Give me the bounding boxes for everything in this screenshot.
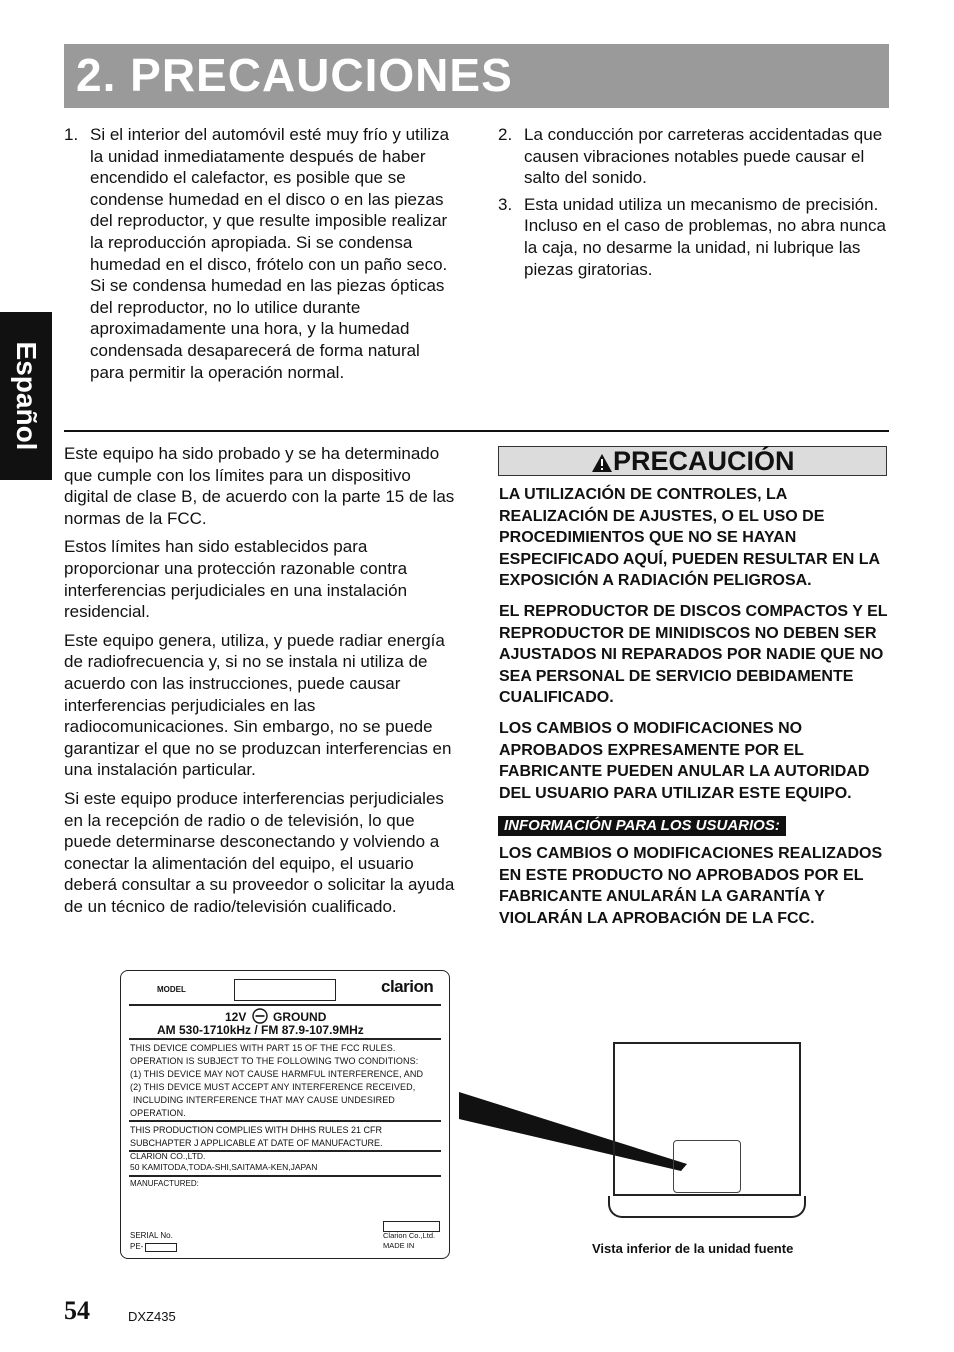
fcc-statement <box>64 443 456 924</box>
precaution-text: Esta unidad utiliza un mecanismo de precisión. Incluso en el caso de problemas, no abra nunca la caja, no desarme la unidad, ni lubrique las piezas giratorias. <box>524 194 886 279</box>
compliance-line: INCLUDING INTERFERENCE THAT MAY CAUSE UNDESIRED <box>133 1095 395 1105</box>
fcc-paragraph: Estos límites han sido establecidos para proporcionar una protección razonable contra interferencias perjudiciales en una instalación residencial. <box>64 537 408 622</box>
source-unit-base <box>608 1196 806 1218</box>
dhhs-compliance-text <box>130 1124 440 1150</box>
user-info-heading: INFORMACIÓN PARA LOS USUARIOS: <box>498 816 786 836</box>
fcc-paragraph: Si este equipo produce interferencias perjudiciales en la recepción de radio o de televisión, lo que puede determinarse desconectando y volviendo a conectar la alimentación del equipo, el usuario deberá consultar a su proveedor o solicitar la ayuda de un técnico de radio/televisión cualificado. <box>64 788 455 916</box>
precaution-text: La conducción por carreteras accidentadas que causen vibraciones notables puede causar el salto del sonido. <box>524 125 883 188</box>
device-rating-label <box>120 970 450 1259</box>
negative-ground-icon <box>252 1008 268 1024</box>
section-title-bar <box>64 44 889 108</box>
precaution-item <box>498 124 890 189</box>
model-label: MODEL <box>157 985 186 994</box>
user-info-text-block <box>499 843 891 938</box>
precaution-number: 3. <box>498 194 513 214</box>
label-divider <box>129 1004 441 1006</box>
label-divider <box>129 1175 441 1177</box>
model-field <box>234 979 336 1001</box>
serial-label: SERIAL No. <box>130 1231 173 1240</box>
label-divider <box>129 1038 441 1040</box>
compliance-line: (2) THIS DEVICE MUST ACCEPT ANY INTERFERENCE RECEIVED, <box>130 1082 416 1092</box>
caution-title: PRECAUCIÓN <box>613 446 795 476</box>
company-line: 50 KAMITODA,TODA-SHI,SAITAMA-KEN,JAPAN <box>130 1162 318 1172</box>
language-label: Español <box>11 341 42 451</box>
caution-text <box>499 484 891 813</box>
compliance-line: OPERATION IS SUBJECT TO THE FOLLOWING TWO CONDITIONS: <box>130 1056 419 1066</box>
fcc-compliance-text <box>130 1042 440 1120</box>
caution-header <box>498 446 887 476</box>
manufactured-label: MANUFACTURED: <box>130 1179 199 1188</box>
precaution-number: 2. <box>498 125 513 144</box>
caution-paragraph: LA UTILIZACIÓN DE CONTROLES, LA REALIZACIÓN DE AJUSTES, O EL USO DE PROCEDIMIENTOS QUE NO SE HAYAN ESPECIFICADO AQUÍ, PUEDEN RESULTAR EN LA EXPOSICIÓN A RADIACIÓN PELIGROSA. <box>499 486 880 590</box>
frequency-range: AM 530-1710kHz / FM 87.9-107.9MHz <box>157 1023 364 1037</box>
fcc-paragraph: Este equipo genera, utiliza, y puede radiar energía de radiofrecuencia y, si no se instala ni utiliza de acuerdo con las instrucciones, puede causar interferencias perjudiciales en las radiocomunicaciones. Sin embargo, no se puede garantizar el que no se produzcan interferencias en una instalación particular. <box>64 630 452 780</box>
caution-paragraph: EL REPRODUCTOR DE DISCOS COMPACTOS Y EL REPRODUCTOR DE MINIDISCOS NO DEBEN SER AJUSTADOS NI REPARADOS POR NADIE QUE NO SEA PERSONAL DE SERVICIO DEBIDAMENTE CUALIFICADO. <box>499 602 888 707</box>
compliance-line: (1) THIS DEVICE MAY NOT CAUSE HARMFUL INTERFERENCE, AND <box>130 1069 424 1079</box>
precautions-list-left <box>64 124 456 388</box>
compliance-line: OPERATION. <box>130 1108 186 1118</box>
compliance-line: THIS DEVICE COMPLIES WITH PART 15 OF THE FCC RULES. <box>130 1043 396 1053</box>
serial-field <box>145 1243 177 1252</box>
fcc-paragraph: Este equipo ha sido probado y se ha determinado que cumple con los límites para un dispositivo digital de clase B, de acuerdo con la parte 15 de las normas de la FCC. <box>64 444 455 528</box>
precaution-item <box>64 124 456 383</box>
ground-text: GROUND <box>273 1010 327 1024</box>
page-number: 54 <box>64 1296 90 1325</box>
model-number: DXZ435 <box>128 1309 176 1324</box>
label-divider <box>129 1120 441 1122</box>
power-rating <box>225 1008 326 1024</box>
precaution-number: 1. <box>64 125 79 144</box>
company-address <box>130 1151 440 1173</box>
caution-paragraph: LOS CAMBIOS O MODIFICACIONES NO APROBADOS EXPRESAMENTE POR EL FABRICANTE PUEDEN ANULAR LA AUTORIDAD DEL USUARIO PARA UTILIZAR ESTE EQUIPO. <box>499 719 870 802</box>
unit-caption: Vista inferior de la unidad fuente <box>592 1241 794 1256</box>
page-title: 2. PRECAUCIONES <box>76 49 513 101</box>
dhhs-line: SUBCHAPTER J APPLICABLE AT DATE OF MANUFACTURE. <box>130 1138 383 1148</box>
company-line: CLARION CO.,LTD. <box>130 1151 206 1161</box>
voltage-text: 12V <box>225 1010 247 1024</box>
brand-logo: clarion <box>381 977 434 996</box>
user-info-text: LOS CAMBIOS O MODIFICACIONES REALIZADOS EN ESTE PRODUCTO NO APROBADOS POR EL FABRICANTE ANULARÁN LA GARANTÍA Y VIOLARÁN LA APROBACIÓN DE LA FCC. <box>499 845 883 927</box>
label-location <box>673 1140 741 1193</box>
precautions-list-right <box>498 124 890 285</box>
language-side-tab <box>0 312 52 480</box>
maker-label: Clarion Co.,Ltd. <box>383 1231 436 1240</box>
pe-label: PE- <box>130 1242 144 1251</box>
section-divider <box>64 430 889 432</box>
made-in-label: MADE IN <box>383 1241 415 1250</box>
precaution-item <box>498 194 890 280</box>
dhhs-line: THIS PRODUCTION COMPLIES WITH DHHS RULES 21 CFR <box>130 1125 383 1135</box>
precaution-text: Si el interior del automóvil esté muy frío y utiliza la unidad inmediatamente después de haber encendido el calefactor, es posible que se condense humedad en el disco o en las piezas del reproductor, y que resulte imposible realizar la reproducción apropiada. Si se condensa humedad en el disco, frótelo con un paño seco. Si se condensa humedad en las piezas ópticas del reproductor, no lo utilice durante aproximadamente una hora, y la humedad condensada desaparecerá de forma natural para permitir la operación normal. <box>90 125 450 382</box>
